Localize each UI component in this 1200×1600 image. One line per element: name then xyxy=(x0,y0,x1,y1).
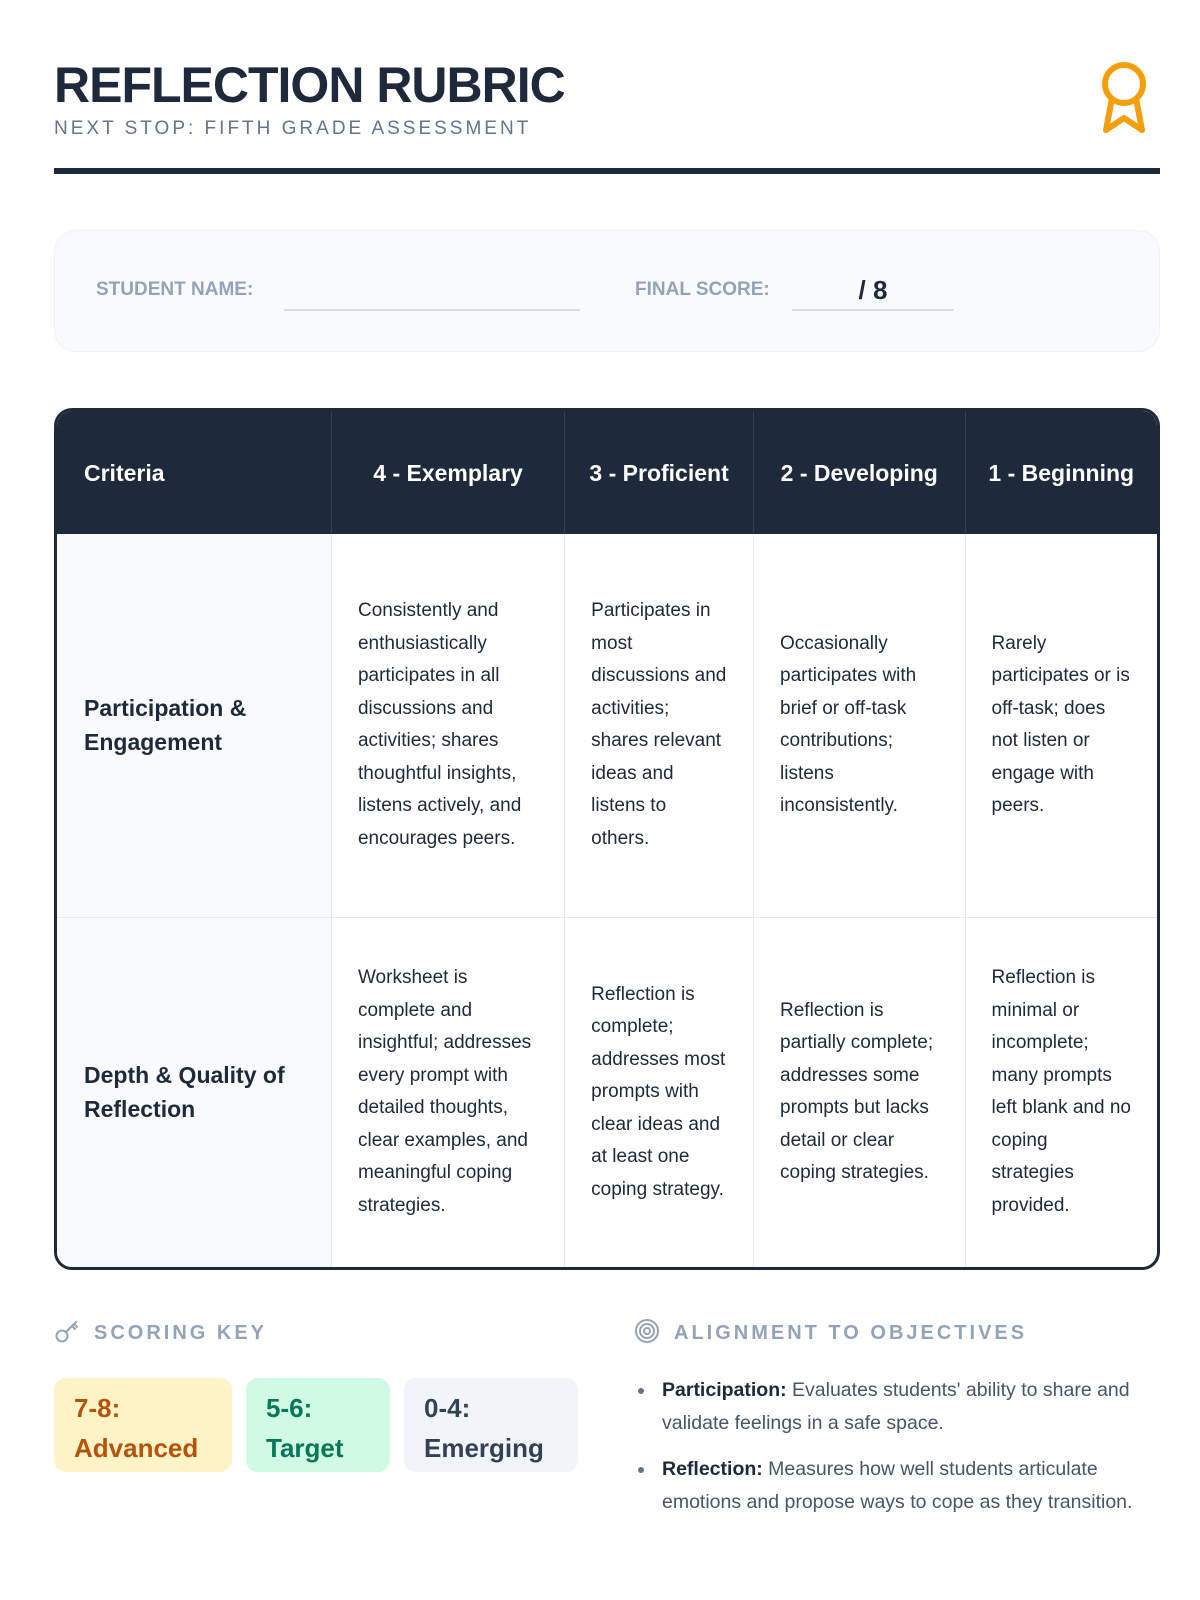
badge-label: Advanced xyxy=(74,1433,199,1463)
objectives-list xyxy=(634,1374,1154,1532)
descriptor-cell: Rarely participates or is off-task; does not listen or engage with peers. xyxy=(965,534,1157,917)
badge-range: 0-4: xyxy=(424,1393,471,1423)
descriptor-cell: Participates in most discussions and activities; shares relevant ideas and listens to others. xyxy=(565,534,754,917)
page-subtitle: NEXT STOP: FIFTH GRADE ASSESSMENT xyxy=(54,118,532,139)
student-name-label: STUDENT NAME: xyxy=(96,279,254,300)
objective-term: Participation: xyxy=(662,1379,787,1401)
descriptor-cell: Worksheet is complete and insightful; addresses every prompt with detailed thoughts, clear examples, and meaningful coping strategies. xyxy=(331,917,564,1267)
objective-term: Reflection: xyxy=(662,1458,763,1480)
badge-range: 7-8: xyxy=(74,1393,121,1423)
scoring-key-title: SCORING KEY xyxy=(94,1322,268,1344)
descriptor-cell: Occasionally participates with brief or off-task contributions; listens inconsistently. xyxy=(754,534,966,917)
descriptor-cell: Consistently and enthusiastically participates in all discussions and activities; shares thoughtful insights, listens actively, and encourages peers. xyxy=(331,534,564,917)
badge-emerging xyxy=(404,1378,578,1472)
final-score-label: FINAL SCORE: xyxy=(635,279,770,300)
header-criteria: Criteria xyxy=(57,411,331,534)
header-beginning: 1 - Beginning xyxy=(965,411,1157,534)
header-exemplary: 4 - Exemplary xyxy=(331,411,564,534)
header-divider xyxy=(54,168,1160,174)
objective-text: Measures how well students articulate emotions and propose ways to cope as they transition. xyxy=(662,1458,1133,1513)
descriptor-cell: Reflection is minimal or incomplete; many prompts left blank and no coping strategies provided. xyxy=(991,967,1131,1216)
table-header-row xyxy=(57,411,1157,534)
student-name-field[interactable] xyxy=(284,309,580,311)
header xyxy=(54,56,1160,176)
table-row xyxy=(57,534,1157,917)
descriptor-cell: Reflection is complete; addresses most prompts with clear ideas and at least one coping strategy. xyxy=(565,917,754,1267)
page-title: REFLECTION RUBRIC xyxy=(54,57,565,113)
rubric-table xyxy=(54,408,1160,1270)
badge-label: Emerging xyxy=(424,1433,544,1463)
list-item xyxy=(634,1453,1154,1518)
table-row xyxy=(57,917,1157,1267)
badge-advanced xyxy=(54,1378,232,1472)
final-score-field[interactable]: / 8 xyxy=(792,271,954,311)
objective-text: Evaluates students' ability to share and validate feelings in a safe space. xyxy=(662,1379,1130,1434)
badge-range: 5-6: xyxy=(266,1393,313,1423)
criterion-cell: Participation & Engagement xyxy=(57,534,331,917)
badge-label: Target xyxy=(266,1433,344,1463)
key-icon xyxy=(54,1318,80,1344)
student-info-card xyxy=(54,230,1160,352)
award-icon xyxy=(1098,60,1150,136)
header-proficient: 3 - Proficient xyxy=(565,411,754,534)
badge-target xyxy=(246,1378,390,1472)
objectives-title: ALIGNMENT TO OBJECTIVES xyxy=(674,1322,1028,1344)
criterion-cell: Depth & Quality of Reflection xyxy=(57,917,331,1267)
list-item xyxy=(634,1374,1154,1439)
descriptor-cell: Reflection is partially complete; addresses some prompts but lacks detail or clear coping strategies. xyxy=(754,917,966,1267)
header-developing: 2 - Developing xyxy=(754,411,966,534)
target-icon xyxy=(634,1318,660,1344)
